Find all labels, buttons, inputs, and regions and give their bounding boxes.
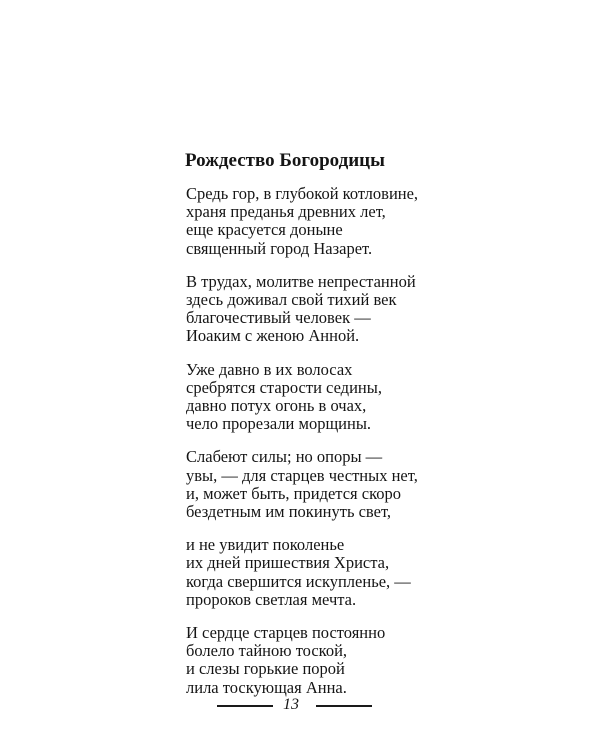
stanza [186, 361, 446, 434]
page-number: 13 [283, 696, 299, 713]
poem-line: сребрятся старости седины, [186, 377, 382, 397]
poem-line: Уже давно в их волосах [186, 359, 353, 379]
page-footer [0, 693, 600, 717]
poem-line: болело тайною тоской, [186, 641, 348, 661]
poem-line: храня преданья древних лет, [186, 202, 386, 222]
stanza [186, 273, 446, 346]
poem-line: Иоаким с женою Анной. [186, 326, 360, 346]
poem-body [186, 185, 446, 712]
poem-line: и не увидит поколенье [186, 535, 345, 555]
poem-line: их дней пришествия Христа, [186, 553, 390, 573]
poem-line: давно потух огонь в очах, [186, 396, 367, 416]
stanza [186, 448, 446, 521]
stanza [186, 624, 446, 697]
poem-line: еще красуется доныне [186, 220, 343, 240]
poem-line: здесь доживал свой тихий век [186, 290, 397, 310]
poem-line: бездетным им покинуть свет, [186, 502, 392, 522]
poem-line: И сердце старцев постоянно [186, 623, 386, 643]
footer-rule-right [316, 705, 372, 707]
poem-line: и, может быть, придется скоро [186, 483, 401, 503]
poem-line: лила тоскующая Анна. [186, 677, 347, 697]
poem-line: благочестивый человек — [186, 308, 371, 328]
poem-line: Средь гор, в глубокой котловине, [186, 184, 419, 203]
stanza [186, 185, 446, 258]
poem-line: Слабеют силы; но опоры — [186, 447, 383, 467]
poem-line: пророков светлая мечта. [186, 589, 357, 609]
poem-line: увы, — для старцев честных нет, [186, 465, 418, 485]
poem-line: когда свершится искупленье, — [186, 571, 411, 591]
poem-line: чело прорезали морщины. [186, 414, 372, 434]
poem-line: В трудах, молитве непрестанной [186, 271, 416, 291]
footer-rule-left [217, 705, 273, 707]
stanza [186, 536, 446, 609]
poem-line: священный город Назарет. [186, 238, 373, 258]
poem-title: Рождество Богородицы [185, 150, 385, 171]
poem-line: и слезы горькие порой [186, 659, 345, 679]
